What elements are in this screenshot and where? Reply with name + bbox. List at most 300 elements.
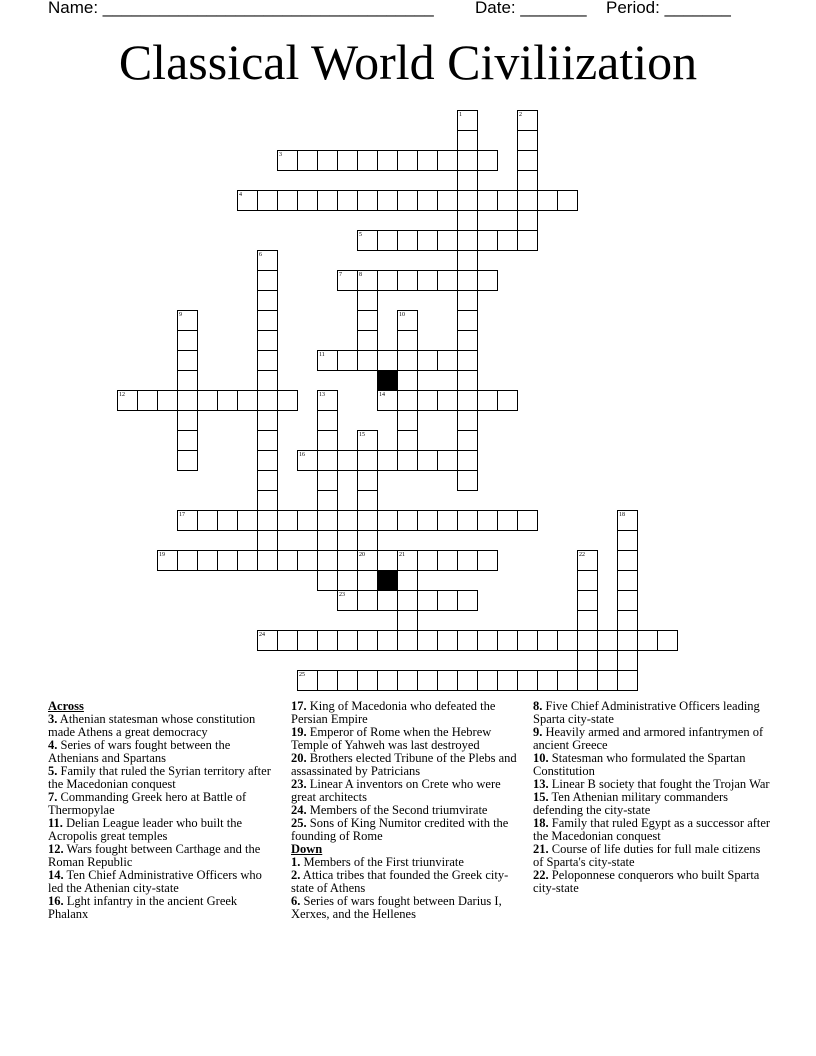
grid-cell[interactable]	[337, 550, 358, 571]
grid-cell[interactable]	[377, 630, 398, 651]
grid-cell[interactable]	[457, 590, 478, 611]
grid-cell[interactable]	[257, 490, 278, 511]
grid-cell[interactable]	[437, 510, 458, 531]
grid-cell[interactable]	[537, 630, 558, 651]
clue-text: Family that ruled the Syrian territory after the Macedonian conquest	[48, 764, 271, 791]
grid-cell[interactable]	[477, 270, 498, 291]
grid-cell[interactable]	[457, 370, 478, 391]
clue-number-label: 7	[339, 272, 342, 278]
clue-number-label: 11	[319, 352, 325, 358]
grid-cell[interactable]	[257, 410, 278, 431]
grid-cell[interactable]	[517, 190, 538, 211]
grid-cell[interactable]	[397, 350, 418, 371]
grid-cell[interactable]	[617, 570, 638, 591]
grid-cell[interactable]	[397, 510, 418, 531]
down-clue	[533, 700, 773, 726]
grid-cell[interactable]	[577, 630, 598, 651]
grid-cell[interactable]	[437, 350, 458, 371]
grid-cell[interactable]	[477, 550, 498, 571]
clue-number-label: 3	[279, 152, 282, 158]
grid-cell[interactable]	[437, 590, 458, 611]
grid-cell[interactable]	[457, 170, 478, 191]
grid-cell[interactable]	[237, 510, 258, 531]
grid-cell[interactable]	[457, 290, 478, 311]
grid-cell[interactable]	[457, 310, 478, 331]
clue-number: 6.	[291, 894, 301, 908]
grid-cell[interactable]	[397, 450, 418, 471]
grid-cell[interactable]	[177, 450, 198, 471]
down-clue	[533, 791, 773, 817]
grid-cell[interactable]	[457, 510, 478, 531]
grid-cell[interactable]	[357, 310, 378, 331]
grid-cell[interactable]	[397, 570, 418, 591]
clue-number: 18.	[533, 816, 549, 830]
date-field[interactable]: Date: _______	[475, 0, 587, 17]
down-clue	[533, 752, 773, 778]
grid-cell[interactable]	[377, 550, 398, 571]
clue-text: Members of the First triunvirate	[300, 855, 464, 869]
grid-cell[interactable]	[317, 150, 338, 171]
clue-number-label: 9	[179, 312, 182, 318]
grid-cell[interactable]	[417, 150, 438, 171]
grid-cell[interactable]	[457, 130, 478, 151]
grid-cell[interactable]	[457, 330, 478, 351]
grid-cell[interactable]	[377, 270, 398, 291]
clue-number-label: 12	[119, 392, 125, 398]
grid-cell[interactable]	[657, 630, 678, 651]
clue-text: Linear B society that fought the Trojan War	[548, 777, 770, 791]
clue-number: 1.	[291, 855, 301, 869]
grid-cell[interactable]	[397, 190, 418, 211]
grid-cell[interactable]	[357, 470, 378, 491]
grid-cell[interactable]	[317, 550, 338, 571]
grid-cell[interactable]	[357, 190, 378, 211]
grid-cell[interactable]	[377, 510, 398, 531]
grid-cell[interactable]	[357, 670, 378, 691]
grid-cell[interactable]	[397, 150, 418, 171]
grid-cell[interactable]	[337, 350, 358, 371]
clue-number: 22.	[533, 868, 549, 882]
grid-cell[interactable]	[517, 630, 538, 651]
grid-cell[interactable]	[257, 470, 278, 491]
grid-cell[interactable]	[477, 630, 498, 651]
clue-number-label: 25	[299, 672, 305, 678]
grid-cell[interactable]	[417, 350, 438, 371]
grid-cell[interactable]	[417, 510, 438, 531]
grid-cell[interactable]	[357, 490, 378, 511]
grid-cell[interactable]	[197, 510, 218, 531]
grid-cell[interactable]	[457, 190, 478, 211]
grid-cell[interactable]	[337, 150, 358, 171]
grid-cell[interactable]	[557, 630, 578, 651]
grid-cell[interactable]	[397, 590, 418, 611]
grid-cell[interactable]	[237, 390, 258, 411]
grid-cell[interactable]	[357, 330, 378, 351]
grid-cell[interactable]	[437, 270, 458, 291]
clue-number: 24.	[291, 803, 307, 817]
grid-cell[interactable]	[617, 670, 638, 691]
grid-cell[interactable]	[437, 190, 458, 211]
grid-cell[interactable]	[477, 230, 498, 251]
grid-cell[interactable]	[337, 630, 358, 651]
grid-cell[interactable]	[417, 190, 438, 211]
clue-text: Delian League leader who built the Acropolis great temples	[48, 816, 243, 843]
grid-cell[interactable]	[457, 410, 478, 431]
grid-cell[interactable]	[277, 190, 298, 211]
grid-cell[interactable]	[317, 470, 338, 491]
grid-cell[interactable]	[477, 190, 498, 211]
grid-cell[interactable]	[377, 590, 398, 611]
grid-cell[interactable]	[377, 450, 398, 471]
clue-text: Brothers elected Tribune of the Plebs and assassinated by Patricians	[291, 751, 517, 778]
grid-cell[interactable]	[457, 270, 478, 291]
grid-cell[interactable]	[277, 630, 298, 651]
grid-cell[interactable]	[537, 670, 558, 691]
grid-cell[interactable]	[577, 590, 598, 611]
grid-cell[interactable]	[457, 390, 478, 411]
across-clue	[48, 765, 280, 791]
clue-number: 2.	[291, 868, 301, 882]
clue-number-label: 22	[579, 552, 585, 558]
across-clue-list	[48, 713, 280, 921]
grid-cell[interactable]	[597, 630, 618, 651]
clue-text: Five Chief Administrative Officers leading Sparta city-state	[533, 699, 760, 726]
grid-cell[interactable]	[297, 150, 318, 171]
grid-cell[interactable]	[397, 270, 418, 291]
grid-cell[interactable]	[317, 450, 338, 471]
grid-cell[interactable]	[617, 610, 638, 631]
grid-cell[interactable]	[437, 550, 458, 571]
grid-cell[interactable]	[297, 510, 318, 531]
clue-text: Ten Athenian military commanders defending the city-state	[533, 790, 729, 817]
grid-cell[interactable]	[457, 450, 478, 471]
grid-cell[interactable]	[457, 150, 478, 171]
grid-cell[interactable]	[437, 230, 458, 251]
grid-cell[interactable]	[457, 230, 478, 251]
clue-number: 17.	[291, 699, 307, 713]
grid-cell[interactable]	[217, 390, 238, 411]
grid-cell[interactable]	[477, 390, 498, 411]
grid-cell[interactable]	[257, 550, 278, 571]
grid-cell[interactable]	[357, 630, 378, 651]
grid-cell[interactable]	[357, 530, 378, 551]
clue-number-label: 21	[399, 552, 405, 558]
grid-cell[interactable]	[577, 610, 598, 631]
grid-cell[interactable]	[337, 190, 358, 211]
period-field[interactable]: Period: _______	[606, 0, 731, 17]
grid-cell[interactable]	[457, 630, 478, 651]
grid-cell[interactable]	[377, 150, 398, 171]
clue-number-label: 6	[259, 252, 262, 258]
grid-cell[interactable]	[397, 370, 418, 391]
grid-cell[interactable]	[297, 550, 318, 571]
across-heading: Across	[48, 699, 84, 713]
grid-cell[interactable]	[257, 510, 278, 531]
grid-cell[interactable]	[257, 310, 278, 331]
grid-cell[interactable]	[517, 170, 538, 191]
grid-cell[interactable]	[357, 350, 378, 371]
clue-number: 13.	[533, 777, 549, 791]
grid-cell[interactable]	[297, 630, 318, 651]
page-title: Classical World Civiliization	[118, 34, 698, 90]
clue-number: 23.	[291, 777, 307, 791]
grid-cell[interactable]	[417, 590, 438, 611]
clue-text: Family that ruled Egypt as a successor after the Macedonian conquest	[533, 816, 771, 843]
grid-cell[interactable]	[357, 510, 378, 531]
clue-text: King of Macedonia who defeated the Persian Empire	[291, 699, 496, 726]
clue-number: 25.	[291, 816, 307, 830]
grid-cell[interactable]	[177, 350, 198, 371]
clues-column-2	[291, 700, 523, 921]
grid-cell[interactable]	[497, 510, 518, 531]
grid-cell[interactable]	[517, 670, 538, 691]
grid-cell[interactable]	[257, 350, 278, 371]
grid-cell[interactable]	[437, 390, 458, 411]
grid-cell[interactable]	[397, 670, 418, 691]
clue-text: Peloponnese conquerors who built Sparta city-state	[533, 868, 760, 895]
grid-cell[interactable]	[617, 630, 638, 651]
grid-cell[interactable]	[317, 430, 338, 451]
clues-column-3	[533, 700, 773, 895]
down-clue-list	[291, 856, 523, 921]
down-heading: Down	[291, 842, 323, 856]
grid-cell[interactable]	[437, 670, 458, 691]
grid-cell[interactable]	[457, 470, 478, 491]
grid-cell[interactable]	[357, 570, 378, 591]
clue-text: Athenian statesman whose constitution made Athens a great democracy	[48, 712, 256, 739]
clue-number-label: 2	[519, 112, 522, 118]
grid-cell[interactable]	[517, 210, 538, 231]
grid-cell[interactable]	[317, 670, 338, 691]
grid-cell[interactable]	[317, 190, 338, 211]
name-field[interactable]: Name: ___________________________________	[48, 0, 434, 17]
grid-cell[interactable]	[417, 390, 438, 411]
clue-text: Attica tribes that founded the Greek city-state of Athens	[291, 868, 509, 895]
grid-cell[interactable]	[217, 550, 238, 571]
clue-text: Lght infantry in the ancient Greek Phalanx	[48, 894, 238, 921]
clue-number-label: 20	[359, 552, 365, 558]
grid-cell[interactable]	[637, 630, 658, 651]
grid-cell[interactable]	[557, 670, 578, 691]
grid-cell[interactable]	[337, 450, 358, 471]
clue-number: 15.	[533, 790, 549, 804]
grid-cell[interactable]	[457, 550, 478, 571]
clue-number-label: 19	[159, 552, 165, 558]
grid-cell[interactable]	[457, 250, 478, 271]
down-clue	[291, 895, 523, 921]
across-clue	[48, 843, 280, 869]
grid-cell[interactable]	[397, 230, 418, 251]
grid-cell[interactable]	[177, 390, 198, 411]
grid-cell[interactable]	[357, 590, 378, 611]
clue-text: Wars fought between Carthage and the Roman Republic	[48, 842, 261, 869]
grid-cell[interactable]	[257, 530, 278, 551]
grid-cell[interactable]	[257, 430, 278, 451]
clue-text: Statesman who formulated the Spartan Constitution	[533, 751, 746, 778]
grid-cell[interactable]	[397, 330, 418, 351]
grid-cell[interactable]	[497, 230, 518, 251]
across-clue	[291, 778, 523, 804]
grid-cell[interactable]	[517, 130, 538, 151]
clue-number-label: 24	[259, 632, 265, 638]
grid-cell[interactable]	[317, 570, 338, 591]
clue-number-label: 23	[339, 592, 345, 598]
grid-cell[interactable]	[617, 590, 638, 611]
grid-cell[interactable]	[357, 290, 378, 311]
grid-cell[interactable]	[297, 190, 318, 211]
across-clue	[291, 700, 523, 726]
grid-cell[interactable]	[437, 450, 458, 471]
grid-cell[interactable]	[497, 630, 518, 651]
grid-cell[interactable]	[277, 510, 298, 531]
grid-cell[interactable]	[277, 550, 298, 571]
grid-cell[interactable]	[417, 230, 438, 251]
clues-column-1	[48, 700, 280, 921]
down-clue-list-continued	[533, 700, 773, 895]
clue-text: Series of wars fought between the Athenians and Spartans	[48, 738, 231, 765]
grid-cell[interactable]	[377, 670, 398, 691]
grid-cell[interactable]	[437, 630, 458, 651]
clue-number: 12.	[48, 842, 64, 856]
grid-cell[interactable]	[517, 230, 538, 251]
grid-cell[interactable]	[377, 350, 398, 371]
grid-cell[interactable]	[237, 550, 258, 571]
grid-cell[interactable]	[177, 370, 198, 391]
grid-cell[interactable]	[377, 230, 398, 251]
grid-cell[interactable]	[177, 430, 198, 451]
grid-cell[interactable]	[357, 450, 378, 471]
grid-cell[interactable]	[177, 550, 198, 571]
clue-text: Course of life duties for full male citizens of Sparta's city-state	[533, 842, 761, 869]
clue-number: 20.	[291, 751, 307, 765]
down-clue	[533, 843, 773, 869]
grid-cell[interactable]	[257, 370, 278, 391]
grid-cell[interactable]	[197, 390, 218, 411]
clue-text: Commanding Greek hero at Battle of Thermopylae	[48, 790, 247, 817]
grid-cell[interactable]	[257, 270, 278, 291]
clue-number: 4.	[48, 738, 58, 752]
clue-number: 10.	[533, 751, 549, 765]
grid-cell[interactable]	[357, 150, 378, 171]
grid-cell[interactable]	[397, 410, 418, 431]
grid-cell[interactable]	[437, 150, 458, 171]
clue-number-label: 4	[239, 192, 242, 198]
grid-cell[interactable]	[397, 430, 418, 451]
grid-cell[interactable]	[397, 630, 418, 651]
grid-cell[interactable]	[577, 670, 598, 691]
grid-cell[interactable]	[257, 190, 278, 211]
grid-cell[interactable]	[477, 670, 498, 691]
clue-number-label: 14	[379, 392, 385, 398]
grid-cell[interactable]	[317, 530, 338, 551]
grid-cell[interactable]	[477, 510, 498, 531]
grid-cell[interactable]	[157, 390, 178, 411]
grid-cell[interactable]	[257, 330, 278, 351]
clue-number-label: 18	[619, 512, 625, 518]
across-clue	[291, 817, 523, 843]
down-clue	[533, 817, 773, 843]
grid-cell[interactable]	[317, 630, 338, 651]
clue-number-label: 1	[459, 112, 462, 118]
grid-cell[interactable]	[257, 290, 278, 311]
across-clue	[48, 791, 280, 817]
grid-cell[interactable]	[257, 450, 278, 471]
grid-cell[interactable]	[617, 550, 638, 571]
grid-cell[interactable]	[217, 510, 238, 531]
clue-number: 21.	[533, 842, 549, 856]
grid-cell[interactable]	[337, 670, 358, 691]
grid-cell[interactable]	[477, 150, 498, 171]
grid-cell[interactable]	[177, 330, 198, 351]
grid-cell[interactable]	[417, 450, 438, 471]
grid-cell[interactable]	[337, 510, 358, 531]
across-clue	[291, 752, 523, 778]
grid-cell[interactable]	[317, 490, 338, 511]
grid-cell[interactable]	[417, 630, 438, 651]
grid-cell[interactable]	[617, 530, 638, 551]
clue-text: Emperor of Rome when the Hebrew Temple of Yahweh was last destroyed	[291, 725, 492, 752]
grid-cell[interactable]	[257, 390, 278, 411]
grid-cell[interactable]	[557, 190, 578, 211]
clue-text: Sons of King Numitor credited with the founding of Rome	[291, 816, 509, 843]
across-clue	[48, 739, 280, 765]
grid-cell[interactable]	[517, 510, 538, 531]
clue-text: Heavily armed and armored infantrymen of ancient Greece	[533, 725, 764, 752]
grid-cell[interactable]	[317, 510, 338, 531]
grid-cell[interactable]	[577, 650, 598, 671]
grid-cell[interactable]	[197, 550, 218, 571]
grid-cell[interactable]	[377, 190, 398, 211]
across-clue-list-continued	[291, 700, 523, 843]
grid-cell[interactable]	[137, 390, 158, 411]
grid-cell[interactable]	[397, 390, 418, 411]
grid-cell[interactable]	[537, 190, 558, 211]
clue-number-label: 8	[359, 272, 362, 278]
grid-cell[interactable]	[417, 550, 438, 571]
grid-cell[interactable]	[457, 210, 478, 231]
grid-cell[interactable]	[617, 650, 638, 671]
grid-cell[interactable]	[177, 410, 198, 431]
clue-number: 19.	[291, 725, 307, 739]
grid-cell[interactable]	[417, 670, 438, 691]
grid-cell[interactable]	[457, 670, 478, 691]
clue-number: 11.	[48, 816, 63, 830]
clue-number: 9.	[533, 725, 543, 739]
grid-cell[interactable]	[517, 150, 538, 171]
grid-cell[interactable]	[577, 570, 598, 591]
down-clue	[533, 869, 773, 895]
grid-cell[interactable]	[417, 270, 438, 291]
black-cell	[377, 370, 398, 391]
clue-number-label: 16	[299, 452, 305, 458]
grid-cell[interactable]	[597, 670, 618, 691]
clue-text: Series of wars fought between Darius I, Xerxes, and the Hellenes	[291, 894, 502, 921]
grid-cell[interactable]	[317, 410, 338, 431]
grid-cell[interactable]	[277, 390, 298, 411]
clue-number: 5.	[48, 764, 58, 778]
grid-cell[interactable]	[497, 190, 518, 211]
grid-cell[interactable]	[497, 390, 518, 411]
clue-text: Ten Chief Administrative Officers who led the Athenian city-state	[48, 868, 262, 895]
grid-cell[interactable]	[457, 350, 478, 371]
grid-cell[interactable]	[457, 430, 478, 451]
clue-number-label: 13	[319, 392, 325, 398]
across-clue	[48, 713, 280, 739]
clue-text: Linear A inventors on Crete who were great architects	[291, 777, 501, 804]
across-clue	[48, 895, 280, 921]
grid-cell[interactable]	[497, 670, 518, 691]
grid-cell[interactable]	[397, 610, 418, 631]
